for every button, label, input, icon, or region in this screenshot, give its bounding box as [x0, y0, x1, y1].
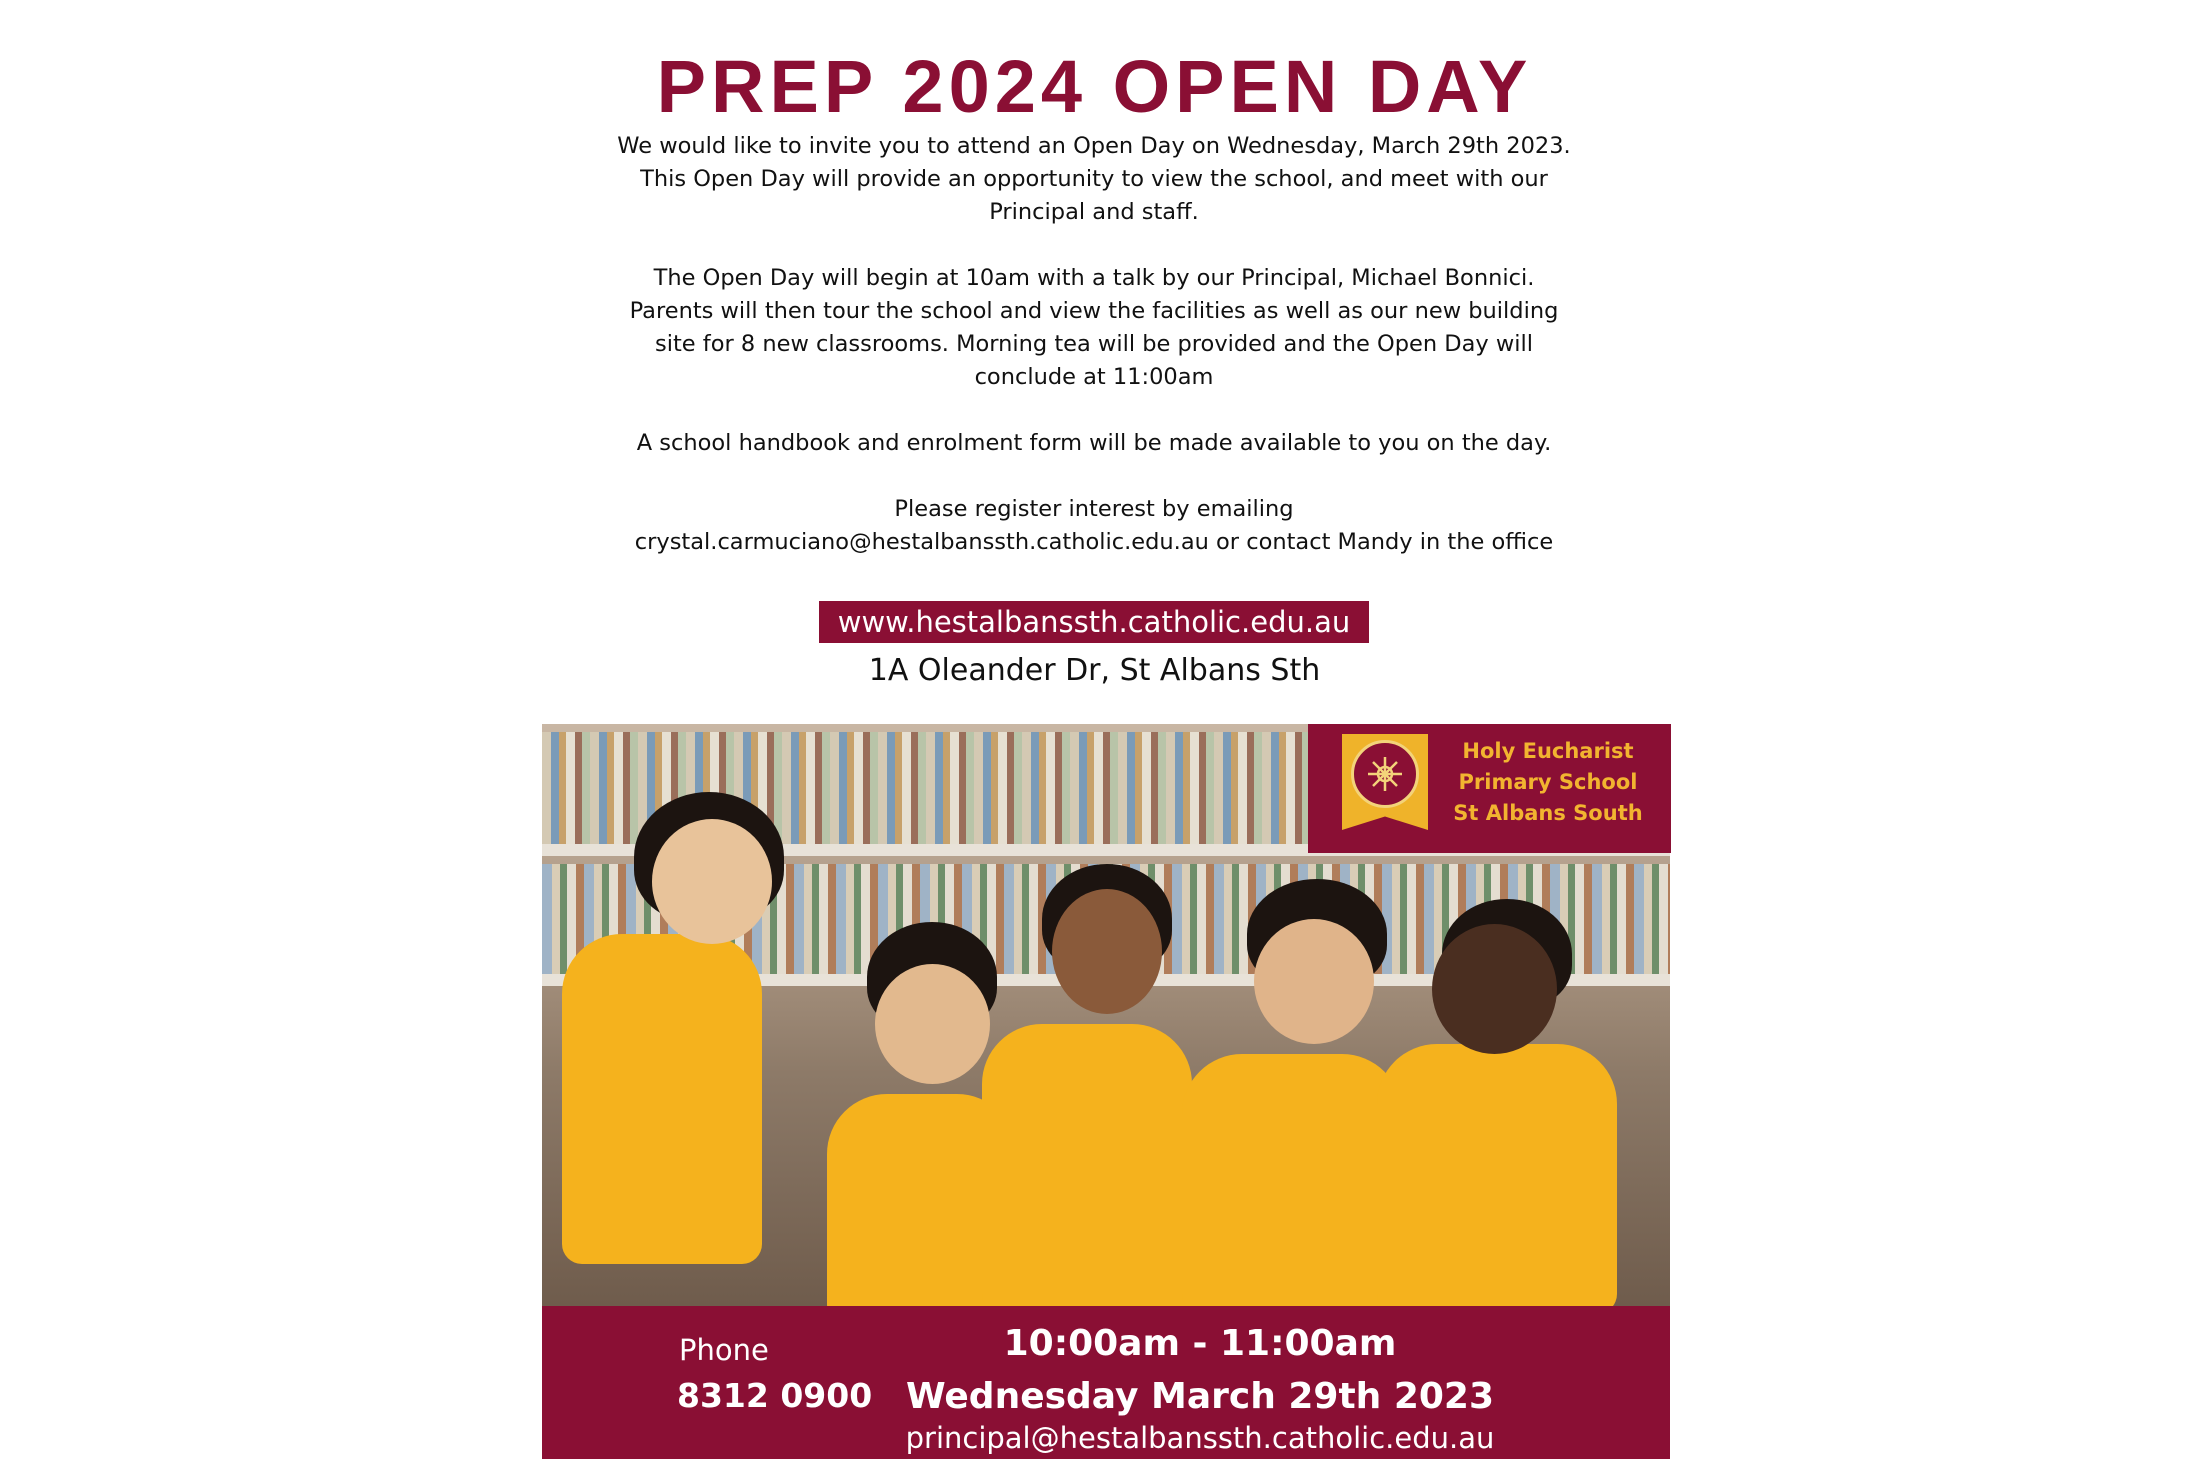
invitation-paragraph: We would like to invite you to attend an Open Day on Wednesday, March 29th 2023. This Open Day will provide an opportunity to view the school, and meet with our Principal and staff. — [617, 133, 1571, 225]
student-face — [1254, 919, 1374, 1044]
phone-label: Phone — [679, 1333, 769, 1367]
handbook-paragraph: A school handbook and enrolment form will be made available to you on the day. — [636, 430, 1552, 456]
footer-banner — [542, 1306, 1670, 1459]
principal-email[interactable]: principal@hestalbanssth.catholic.edu.au — [905, 1421, 1495, 1455]
student-shirt — [982, 1024, 1192, 1306]
student-face — [1052, 889, 1162, 1014]
phone-number[interactable]: 8312 0900 — [677, 1376, 873, 1415]
event-time: 10:00am - 11:00am — [1003, 1323, 1397, 1364]
student-face — [1432, 924, 1557, 1054]
event-date: Wednesday March 29th 2023 — [905, 1376, 1495, 1417]
school-address: 1A Oleander Dr, St Albans Sth — [868, 653, 1321, 688]
student-face — [652, 819, 772, 944]
school-logo-banner — [1308, 724, 1671, 853]
star-cross-icon — [1366, 755, 1404, 793]
school-crest-icon — [1342, 734, 1428, 830]
student-shirt — [1377, 1044, 1617, 1306]
crest-emblem — [1351, 740, 1419, 808]
invitation-text — [594, 130, 1594, 559]
website-link[interactable]: www.hestalbanssth.catholic.edu.au — [819, 601, 1369, 643]
school-name-line: Primary School — [1458, 770, 1638, 794]
school-name-line: Holy Eucharist — [1462, 739, 1634, 763]
student-face — [875, 964, 990, 1084]
student-shirt — [562, 934, 762, 1264]
student-shirt — [1182, 1054, 1402, 1306]
school-name-line: St Albans South — [1453, 801, 1643, 825]
schedule-paragraph: The Open Day will begin at 10am with a talk by our Principal, Michael Bonnici. Parents will then tour the school and view the facilities as well as our new building site for 8 new classrooms. Morning tea will be provided and the Open Day will conclude at 11:00am — [629, 265, 1559, 390]
school-name — [1438, 736, 1658, 829]
page-title: PREP 2024 OPEN DAY — [656, 45, 1533, 128]
register-paragraph: Please register interest by emailing crystal.carmuciano@hestalbanssth.catholic.edu.au or contact Mandy in the office — [634, 496, 1554, 555]
